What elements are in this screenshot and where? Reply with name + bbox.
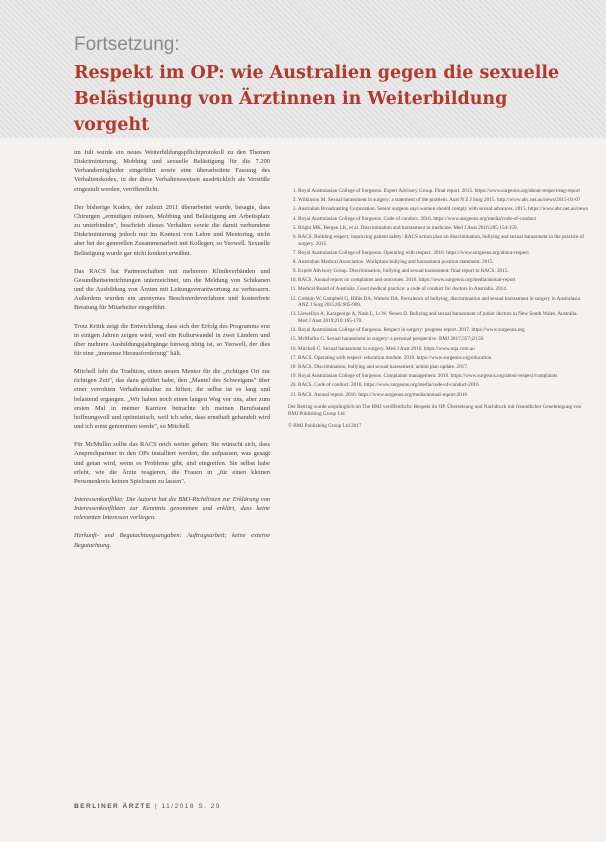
reference-item: 11. Medical Board of Australia. Good medical practice: a code of conduct for doctors in Australia. 2014. xyxy=(298,286,588,293)
reference-item: 2. Wilkinson M. Sexual harassment in surgery: a statement of the problem. Aust N Z J Surg 2015. http://www.abc.net.au/news/2015-03-07 xyxy=(298,197,588,204)
footer-separator: | xyxy=(155,803,162,810)
reference-item: 16. Mitchell C. Sexual harassment in surgery. Med J Aust 2016. https://www.mja.com.au xyxy=(298,346,588,353)
reference-item: 6. RACS. Building respect, improving patient safety: RACS action plan on discrimination, bullying and sexual harassment in the practice of surgery. 2015. xyxy=(298,234,588,247)
reference-item: 1. Royal Australasian College of Surgeons. Expert Advisory Group. Final report. 2015. https://www.surgeons.org/about-respect/eag-report xyxy=(298,188,588,195)
body-paragraph: Mitchell lobt die Tradition, einen neuen Mentor für die „richtigen Ort zur richtigen Zeit", das dazu geführt habe, den „Mantel des Schweigens" über einer verrohten Verhaltenskultur zu lüften; ihr selbst ist es lang und belastend ergangen. „Wir haben noch einen langen Weg vor uns, aber zum ersten Mal in meiner Karriere betrachte ich meinen Berufsstand hoffnungsvoll und optimistisch, weil ich sehe, dass ernsthaft gehandelt wird und ich ernst genommen werde", so Mitchell. xyxy=(74,368,270,431)
body-paragraph: Das RACS hat Partnerschaften mit mehreren Klinikverbänden und Gesundheitseinrichtungen unterzeichnet, um die Meldung von Schikanen und die Ausbildung von Ärzten mit Leitungsverantwortung zu verbessern. Außerdem wurden ein anonymes Beschwerdeverfahren und kostenfreie Beratung für Mitarbeiter eingeführt. xyxy=(74,267,270,312)
body-column xyxy=(74,148,270,559)
reference-item: 20. RACS. Code of conduct. 2016. https://www.surgeons.org/media/code-of-conduct-2016 xyxy=(298,382,588,389)
reference-item: 7. Royal Australasian College of Surgeons. Operating with respect. 2016. https://www.surgeons.org/about-respect xyxy=(298,250,588,257)
closing-note: Der Beitrag wurde ursprünglich im The BMJ veröffentlicht: Respekt im OP. Übersetzung und Nachdruck mit freundlicher Genehmigung von BMJ Publishing Group Ltd. xyxy=(288,404,582,417)
reference-item: 15. McMullin G. Sexual harassment in surgery: a personal perspective. BMJ 2017;357:j2150. xyxy=(298,336,588,343)
reference-list xyxy=(288,188,588,398)
journal-name: BERLINER ÄRZTE xyxy=(74,803,152,810)
header-band xyxy=(0,0,606,138)
reference-item: 12. Crebbin W, Campbell G, Hillis DA, Watters DA. Prevalence of bullying, discrimination and sexual harassment in surgery in Australasia. ANZ J Surg 2015;85:905-909. xyxy=(298,296,588,309)
body-paragraph: Trotz Kritik zeigt die Entwicklung, dass sich der Erfolg des Programms erst in einigen Jahren zeigen wird, weil ein Kulturwandel in zwei Ländern und über mehrere Ausbildungsjahrgänge hinweg nötig ist, so Yeowell, der dies für eine „immense Herausforderung" hält. xyxy=(74,322,270,357)
reference-item: 14. Royal Australasian College of Surgeons. Respect in surgery: progress report. 2017. https://www.surgeons.org xyxy=(298,327,588,334)
copyright: © BMJ Publishing Group Ltd 2017 xyxy=(288,423,362,430)
provenance-note: Herkunft- und Begutachtungsangaben: Auftragsarbeit; keine externe Begutachtung. xyxy=(74,532,270,549)
reference-item: 8. Australian Medical Association. Workplace bullying and harassment position statement. 2015. xyxy=(298,259,588,266)
reference-item: 18. RACS. Discrimination, bullying and sexual harassment: action plan update. 2017. xyxy=(298,364,588,371)
reference-item: 9. Expert Advisory Group. Discrimination, bullying and sexual harassment: final report to RACS. 2015. xyxy=(298,268,588,275)
page-number: S. 29 xyxy=(198,803,222,810)
issue-number: 11/2018 xyxy=(161,803,196,810)
kicker: Fortsetzung: xyxy=(74,34,180,55)
body-paragraph: Der bisherige Kodex, der zuletzt 2011 überarbeitet wurde, besagte, dass Chirurgen „ermutigen müssen, Mobbing und Belästigung am Arbeitsplatz zu unterbinden", beschrieb dieses Verhalten sowie die damit verbundene Diskriminierung jedoch nur im Kontext von Lehre und Mentoring, nicht aber bei der generellen Zusammenarbeit mit Kollegen, so Yeowell. Sexuelle Belästigung wurde gar nicht konkret erwähnt. xyxy=(74,203,270,257)
reference-item: 21. RACS. Annual report. 2016. https://www.surgeons.org/media/annual-report-2016 xyxy=(298,392,588,399)
article-title: Respekt im OP: wie Australien gegen die sexuelle Belästigung von Ärztinnen in Weiterbildung vorgeht xyxy=(74,63,560,135)
reference-item: 5. Bright MK, Bergen LK, et al. Discrimination and harassment in medicine. Med J Aust 2016;205:154-159. xyxy=(298,225,588,232)
body-paragraph: Für McMullin sollte das RACS noch weiter gehen: Sie wünscht sich, dass Ansprechpartner in den OPs installiert werden, die aufpassen, was gesagt und getan wird, wenn es Probleme gibt, und eingreifen. Sie selbst habe erlebt, wie die Ärzte reagieren, die Frauen in „für einen kleinen Personenkreis keinen Spielraum zu lassen". xyxy=(74,441,270,485)
reference-item: 13. Llewellyn A, Karageorge A, Nash L, Li W, Neuen D. Bullying and sexual harassment of junior doctors in New South Wales, Australia. Med J Aust 2019;210:165-170. xyxy=(298,311,588,324)
reference-item: 17. RACS. Operating with respect: education module. 2016. https://www.surgeons.org/education xyxy=(298,355,588,362)
references-column xyxy=(288,188,588,430)
reference-item: 10. RACS. Annual report on complaints and outcomes. 2016. https://www.surgeons.org/media/annual-report xyxy=(298,277,588,284)
reference-item: 3. Australian Broadcasting Corporation. Senior surgeon says women should comply with sexual advances. 2015. https://www.abc.net.au/news xyxy=(298,206,588,213)
page-footer xyxy=(74,803,221,810)
body-paragraph: im Juli wurde ein neues Weiterbildungspflichtprotokoll zu den Themen Diskriminierung, Mobbing und sexuelle Belästigung für die 7.200 Verbandsmitglieder eingeführt sowie eine überarbeitete Fassung des Verhaltenskodex, in der diese Verhaltensweisen ausdrücklich als Verstöße eingestuft werden, veröffentlicht. xyxy=(74,149,270,193)
conflict-of-interest: Interessenkonflikte: Die Autorin hat die BMJ-Richtlinien zur Erklärung von Interessenkonflikten zur Kenntnis genommen und erklärt, dass keine relevanten Interessen vorliegen. xyxy=(74,496,270,522)
reference-item: 19. Royal Australasian College of Surgeons. Complaints management. 2016. https://www.surgeons.org/about-respect/complaints xyxy=(298,373,588,380)
reference-item: 4. Royal Australasian College of Surgeons. Code of conduct. 2016. https://www.surgeons.org/media/code-of-conduct xyxy=(298,216,588,223)
